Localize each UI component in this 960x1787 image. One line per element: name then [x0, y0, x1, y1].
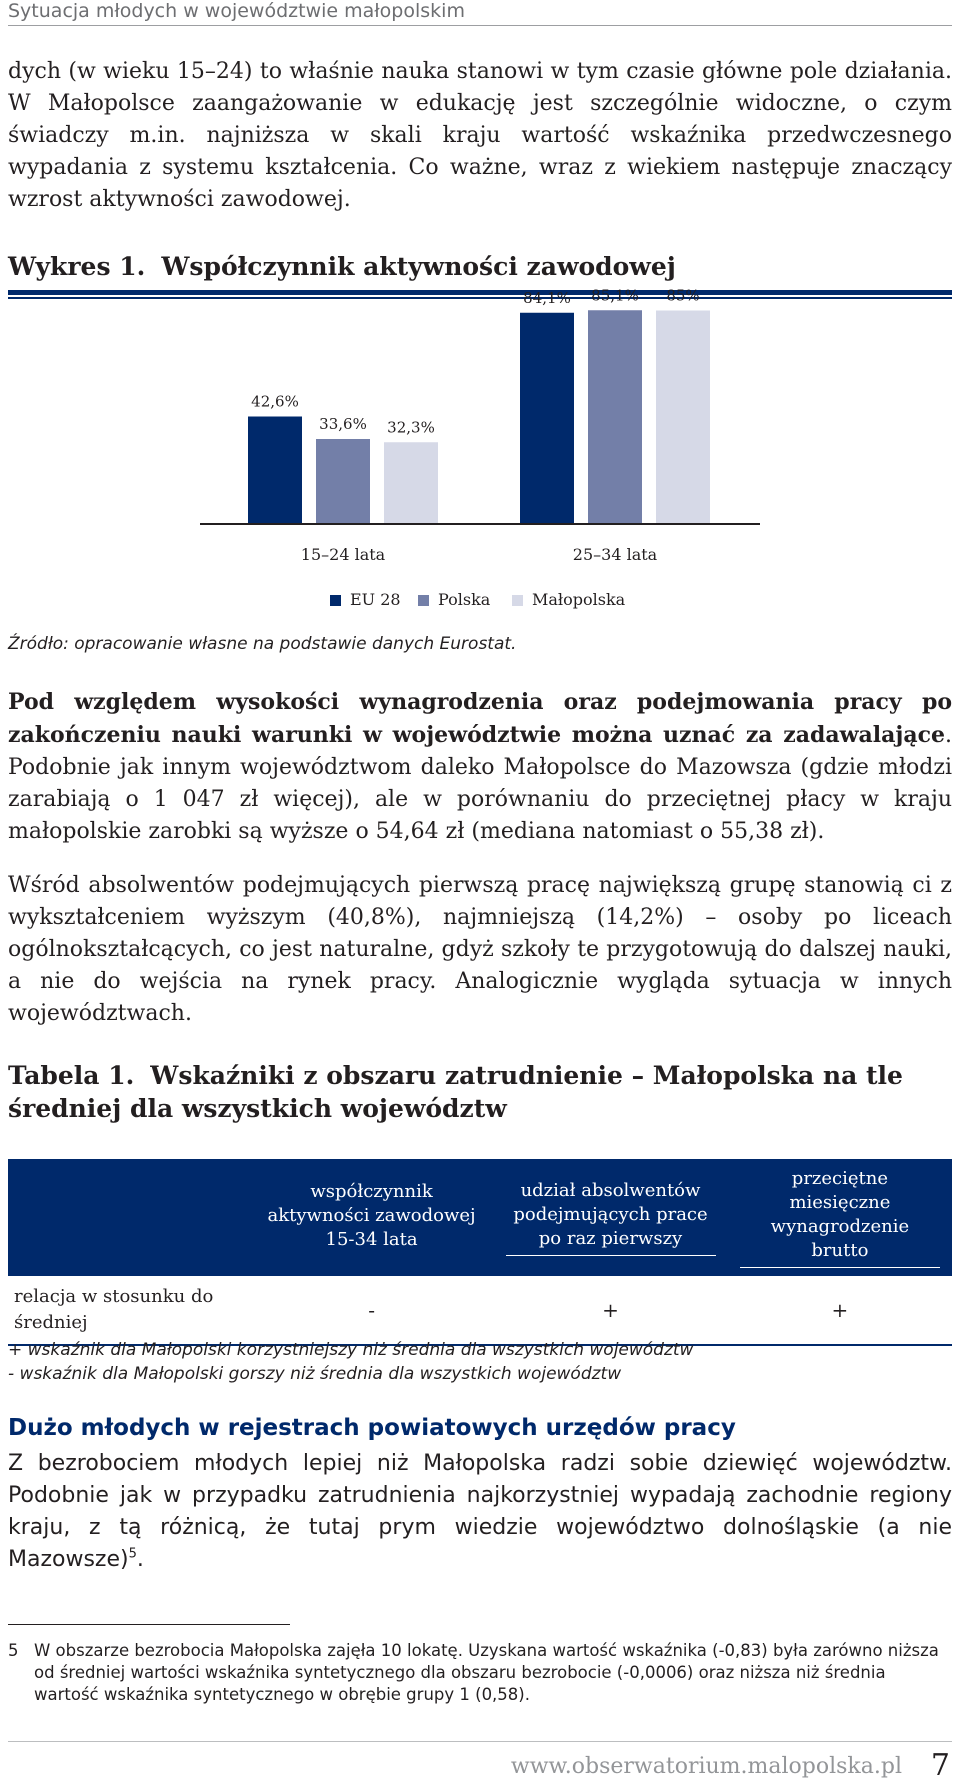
legend-swatch	[418, 595, 429, 606]
bar-małopolska-0	[384, 442, 438, 523]
salary-paragraph-rest: . Podobnie jak innym województwom daleko Małopolsce do Mazowsza (gdzie młodzi zarabiają o 1 047 zł więcej), ale w porównaniu do przeciętnej płacy w kraju małopolskie zarobki są wyższe o 54,64 zł (mediana natomiast o 55,38 zł).	[8, 723, 952, 844]
table-cell-activity-rate: -	[368, 1298, 375, 1322]
table-header-activity-rate: współczynnik aktywności zawodowej 15-34 lata	[250, 1159, 493, 1276]
footnote-text: W obszarze bezrobocia Małopolska zajęła 10 lokatę. Uzyskana wartość wskaźnika (-0,83) była zarówno niższa od średniej wartości wskaźnika syntetycznego dla obszaru bezrobocie (-0,0006) oraz niższa niż średnia wartość wskaźnika syntetycznego w obrębie grupy 1 (0,58).	[34, 1641, 939, 1704]
unemployment-paragraph: Z bezrobociem młodych lepiej niż Małopolska radzi sobie dziewięć województw. Podobnie jak w przypadku zatrudnienia najkorzystniej wypadają zachodnie regiony kraju, z tą różnicą, że tutaj prym wiedzie województwo dolnośląskie (a nie Mazowsze)$^5$.	[8, 1451, 952, 1572]
table-number: Tabela 1.	[8, 1061, 135, 1090]
table-header-row	[8, 1159, 952, 1276]
data-label: 33,6%	[319, 415, 367, 433]
chart-number: Wykres 1.	[8, 252, 146, 281]
data-label: 85,1%	[591, 286, 639, 305]
table-title: Wskaźniki z obszaru zatrudnienie – Małopolska na tle średniej dla wszystkich województw	[8, 1061, 903, 1123]
legend-label: EU 28	[350, 590, 401, 609]
table-note-minus: - wskaźnik dla Małopolski gorszy niż średnia dla wszystkich województw	[8, 1364, 622, 1384]
footnote-number: 5	[8, 1641, 19, 1660]
data-label: 84,1%	[523, 288, 571, 307]
bar-małopolska-1	[656, 311, 710, 524]
category-label: 25–34 lata	[572, 545, 658, 564]
salary-paragraph	[8, 686, 952, 848]
bar-eu-28-0	[248, 417, 302, 524]
table-cell-average-salary: +	[831, 1298, 849, 1322]
graduates-paragraph: Wśród absolwentów podejmujących pierwszą pracę największą grupę stanowią ci z wykształceniem wyższym (40,8%), najmniejszą (14,2%) – osoby po liceach ogólnokształcących, co jest naturalne, gdyż szkoły te przygotowują do dalszej nauki, a nie do wejścia na rynek pracy. Analogicznie wygląda sytuacja w innych województwach.	[8, 873, 952, 1026]
table-cell-graduates-share: +	[602, 1298, 619, 1322]
footer-url[interactable]: www.obserwatorium.malopolska.pl	[510, 1754, 902, 1779]
footnote	[8, 1640, 952, 1706]
chart-heading-rule	[8, 290, 952, 299]
unemployment-subheading: Dużo młodych w rejestrach powiatowych urzędów pracy	[8, 1415, 736, 1441]
category-label: 15–24 lata	[300, 545, 386, 564]
bar-polska-1	[588, 310, 642, 523]
table-heading	[8, 1059, 952, 1125]
legend-label: Polska	[438, 590, 491, 609]
bar-eu-28-1	[520, 313, 574, 523]
legend-swatch	[330, 595, 341, 606]
header-rule	[8, 25, 952, 26]
employment-indicators-table	[8, 1159, 952, 1346]
page-number: 7	[930, 1748, 950, 1783]
table-row-label: relacja w stosunku do średniej	[14, 1286, 214, 1333]
footer-rule	[8, 1741, 952, 1742]
data-label: 42,6%	[251, 392, 299, 411]
table-row	[8, 1276, 952, 1344]
salary-paragraph-bold: Pod względem wysokości wynagrodzenia oraz podejmowania pracy po zakończeniu nauki warunki w województwie można uznać za zadawalające	[8, 689, 952, 748]
chart-source-note: Źródło: opracowanie własne na podstawie danych Eurostat.	[8, 634, 517, 654]
bar-polska-0	[316, 439, 370, 523]
legend-label: Małopolska	[532, 590, 626, 609]
footnote-rule	[8, 1624, 290, 1625]
chart-heading	[8, 250, 952, 283]
table-note-plus: + wskaźnik dla Małopolski korzystniejszy niż średnia dla wszystkich województw	[8, 1340, 694, 1360]
running-title: Sytuacja młodych w województwie małopolskim	[8, 0, 465, 22]
intro-paragraph: dych (w wieku 15–24) to właśnie nauka stanowi w tym czasie główne pole działania. W Małopolsce zaangażowanie w edukację jest szczególnie widoczne, o czym świadczy m.in. najniższa w skali kraju wartość wskaźnika przedwczesnego wypadania z systemu kształcenia. Co ważne, wraz z wiekiem następuje znaczący wzrost aktywności zawodowej.	[8, 59, 952, 212]
chart-title: Współczynnik aktywności zawodowej	[161, 252, 676, 281]
table-header-average-salary: przeciętne miesięczne wynagrodzenie brutto	[728, 1159, 952, 1276]
activity-rate-bar-chart	[200, 286, 780, 630]
legend-swatch	[512, 595, 523, 606]
table-header-graduates-share: udział absolwentów podejmujących prace po raz pierwszy	[493, 1159, 728, 1276]
table-header-blank	[8, 1159, 250, 1276]
data-label: 85%	[666, 286, 700, 305]
footnote-reference[interactable]: 5	[128, 1546, 137, 1562]
data-label: 32,3%	[387, 418, 435, 437]
